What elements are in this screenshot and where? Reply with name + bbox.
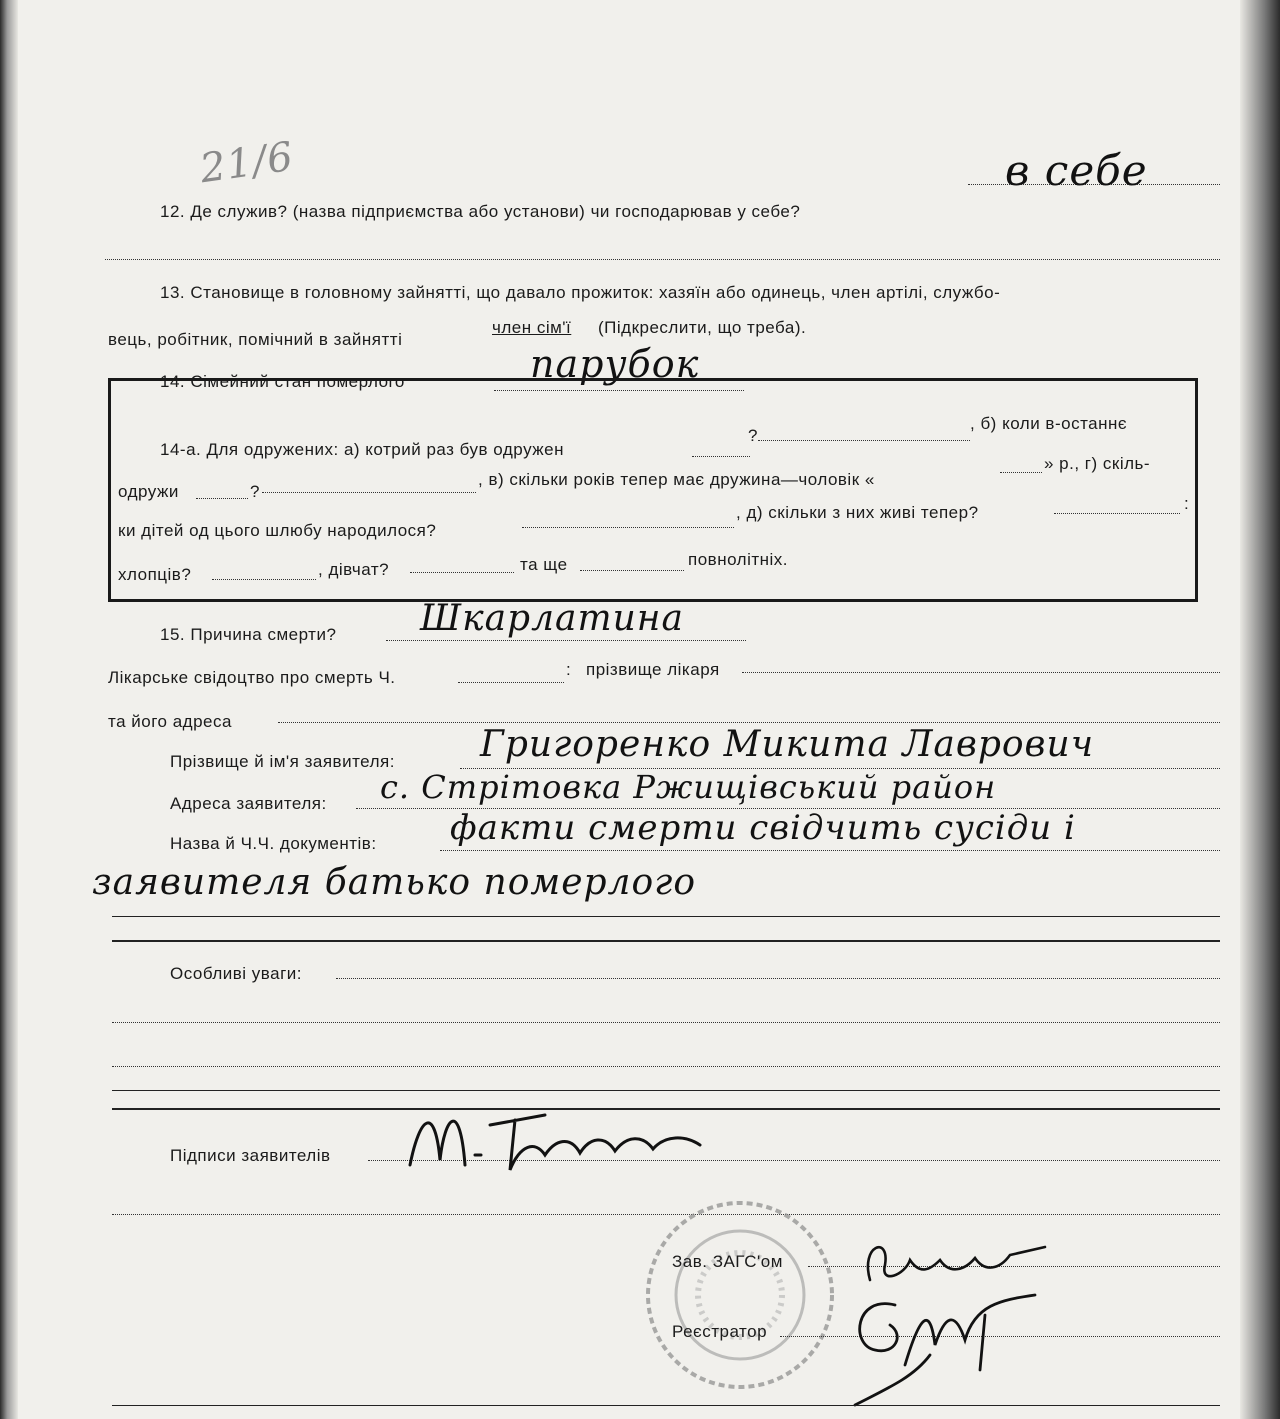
q15-answer: Шкарлатина: [420, 598, 684, 639]
applicant-name-value: Григоренко Микита Лаврович: [480, 724, 1095, 765]
applicant-address-value: с. Стрітовка Ржищівський район: [380, 768, 997, 806]
q14a-girls-field: [410, 572, 514, 573]
applicant-docs-value-line2: заявителя батько померлого: [92, 862, 697, 903]
q14a-line3-field: [522, 527, 734, 528]
doctor-colon: :: [566, 660, 572, 679]
q14a-line1-q: ?: [748, 426, 758, 445]
notes-label: Особливі уваги:: [170, 964, 303, 983]
q13-line2-end: (Підкреслити, що треба).: [598, 318, 807, 337]
applicant-signature: [395, 1085, 725, 1195]
official-stamp: [640, 1195, 840, 1395]
doctor-address-field: [278, 722, 1220, 723]
q14a-adults-field: [580, 570, 684, 571]
q13-line1: 13. Становище в головному зайнятті, що давало прожиток: хазяїн або одинець, член артілі, службо-: [160, 283, 1001, 302]
q12-answer: в себе: [1005, 146, 1148, 195]
q12-second-line: [105, 259, 1220, 260]
applicant-name-label: Прізвище й ім'я заявителя:: [170, 752, 395, 771]
doctor-certificate-label: Лікарське свідоцтво про смерть Ч.: [108, 668, 396, 687]
q14a-line1-b: , б) коли в-останнє: [970, 414, 1128, 433]
notes-line2: [112, 1022, 1220, 1023]
q14a-line2-label: одружи: [118, 482, 179, 501]
q14a-line1-field2: [758, 440, 970, 441]
registrar-signature: [835, 1275, 1045, 1415]
q13-line2-start: вець, робітник, помічний в зайнятті: [108, 330, 403, 349]
q14a-line1-field: [692, 456, 750, 457]
q14a-line2-field: [196, 498, 248, 499]
q14a-line4-c: та ще: [520, 555, 568, 574]
bottom-rule: [112, 1405, 1220, 1406]
q14a-line2-b: , в) скільки років тепер має дружина—чоловік «: [478, 470, 875, 489]
page-number: 21/6: [197, 133, 297, 193]
docs-rule-heavy: [112, 940, 1220, 942]
notes-line1: [336, 978, 1220, 979]
doctor-address-label: та його адреса: [108, 712, 232, 731]
q14a-line3-b: , д) скільки з них живі тепер?: [736, 503, 979, 522]
docs-rule: [112, 916, 1220, 917]
q14a-line4-label: хлопців?: [118, 565, 192, 584]
registry-head-label: Зав. ЗАГС'ом: [672, 1252, 783, 1271]
doctor-surname-label: прізвище лікаря: [586, 660, 720, 679]
q14a-line2-field2: [262, 492, 476, 493]
registrar-label: Реєстратор: [672, 1322, 768, 1341]
q14a-box: [108, 378, 1198, 602]
doctor-surname-field: [742, 672, 1220, 673]
q14a-line2-c: » р., г) скіль-: [1044, 454, 1151, 473]
q15-label: 15. Причина смерти?: [160, 625, 337, 644]
signatures-label: Підписи заявителів: [170, 1146, 331, 1165]
applicant-docs-label: Назва й Ч.Ч. документів:: [170, 834, 377, 853]
q14a-line3-colon: :: [1184, 494, 1190, 513]
q14a-line1-label: 14-а. Для одружених: а) котрий раз був одружен: [160, 440, 564, 459]
applicant-docs-line: [440, 850, 1220, 851]
q14a-line2-q: ?: [250, 482, 260, 501]
page-edge-right: [1240, 0, 1280, 1419]
notes-line3: [112, 1066, 1220, 1067]
q14a-line3-field2: [1054, 513, 1180, 514]
q14-label: 14. Сімейний стан померлого: [160, 372, 405, 391]
applicant-docs-value-line1: факти смерти свідчить сусіди і: [450, 808, 1076, 848]
doctor-certificate-field: [458, 682, 564, 683]
q12-label: 12. Де служив? (назва підприємства або установи) чи господарював у себе?: [160, 202, 801, 221]
q15-answer-line: [386, 640, 746, 641]
applicant-address-label: Адреса заявителя:: [170, 794, 327, 813]
q14a-line4-d: повнолітніх.: [688, 550, 789, 569]
q14a-boys-field: [212, 579, 316, 580]
page-edge-left: [0, 0, 18, 1419]
q14a-line3-label: ки дітей од цього шлюбу народилося?: [118, 521, 437, 540]
q13-line2-underlined: член сім'ї: [492, 318, 572, 337]
q14a-line4-b: , дівчат?: [318, 560, 390, 579]
q14-answer: парубок: [530, 342, 700, 386]
q14a-age-field: [1000, 472, 1042, 473]
